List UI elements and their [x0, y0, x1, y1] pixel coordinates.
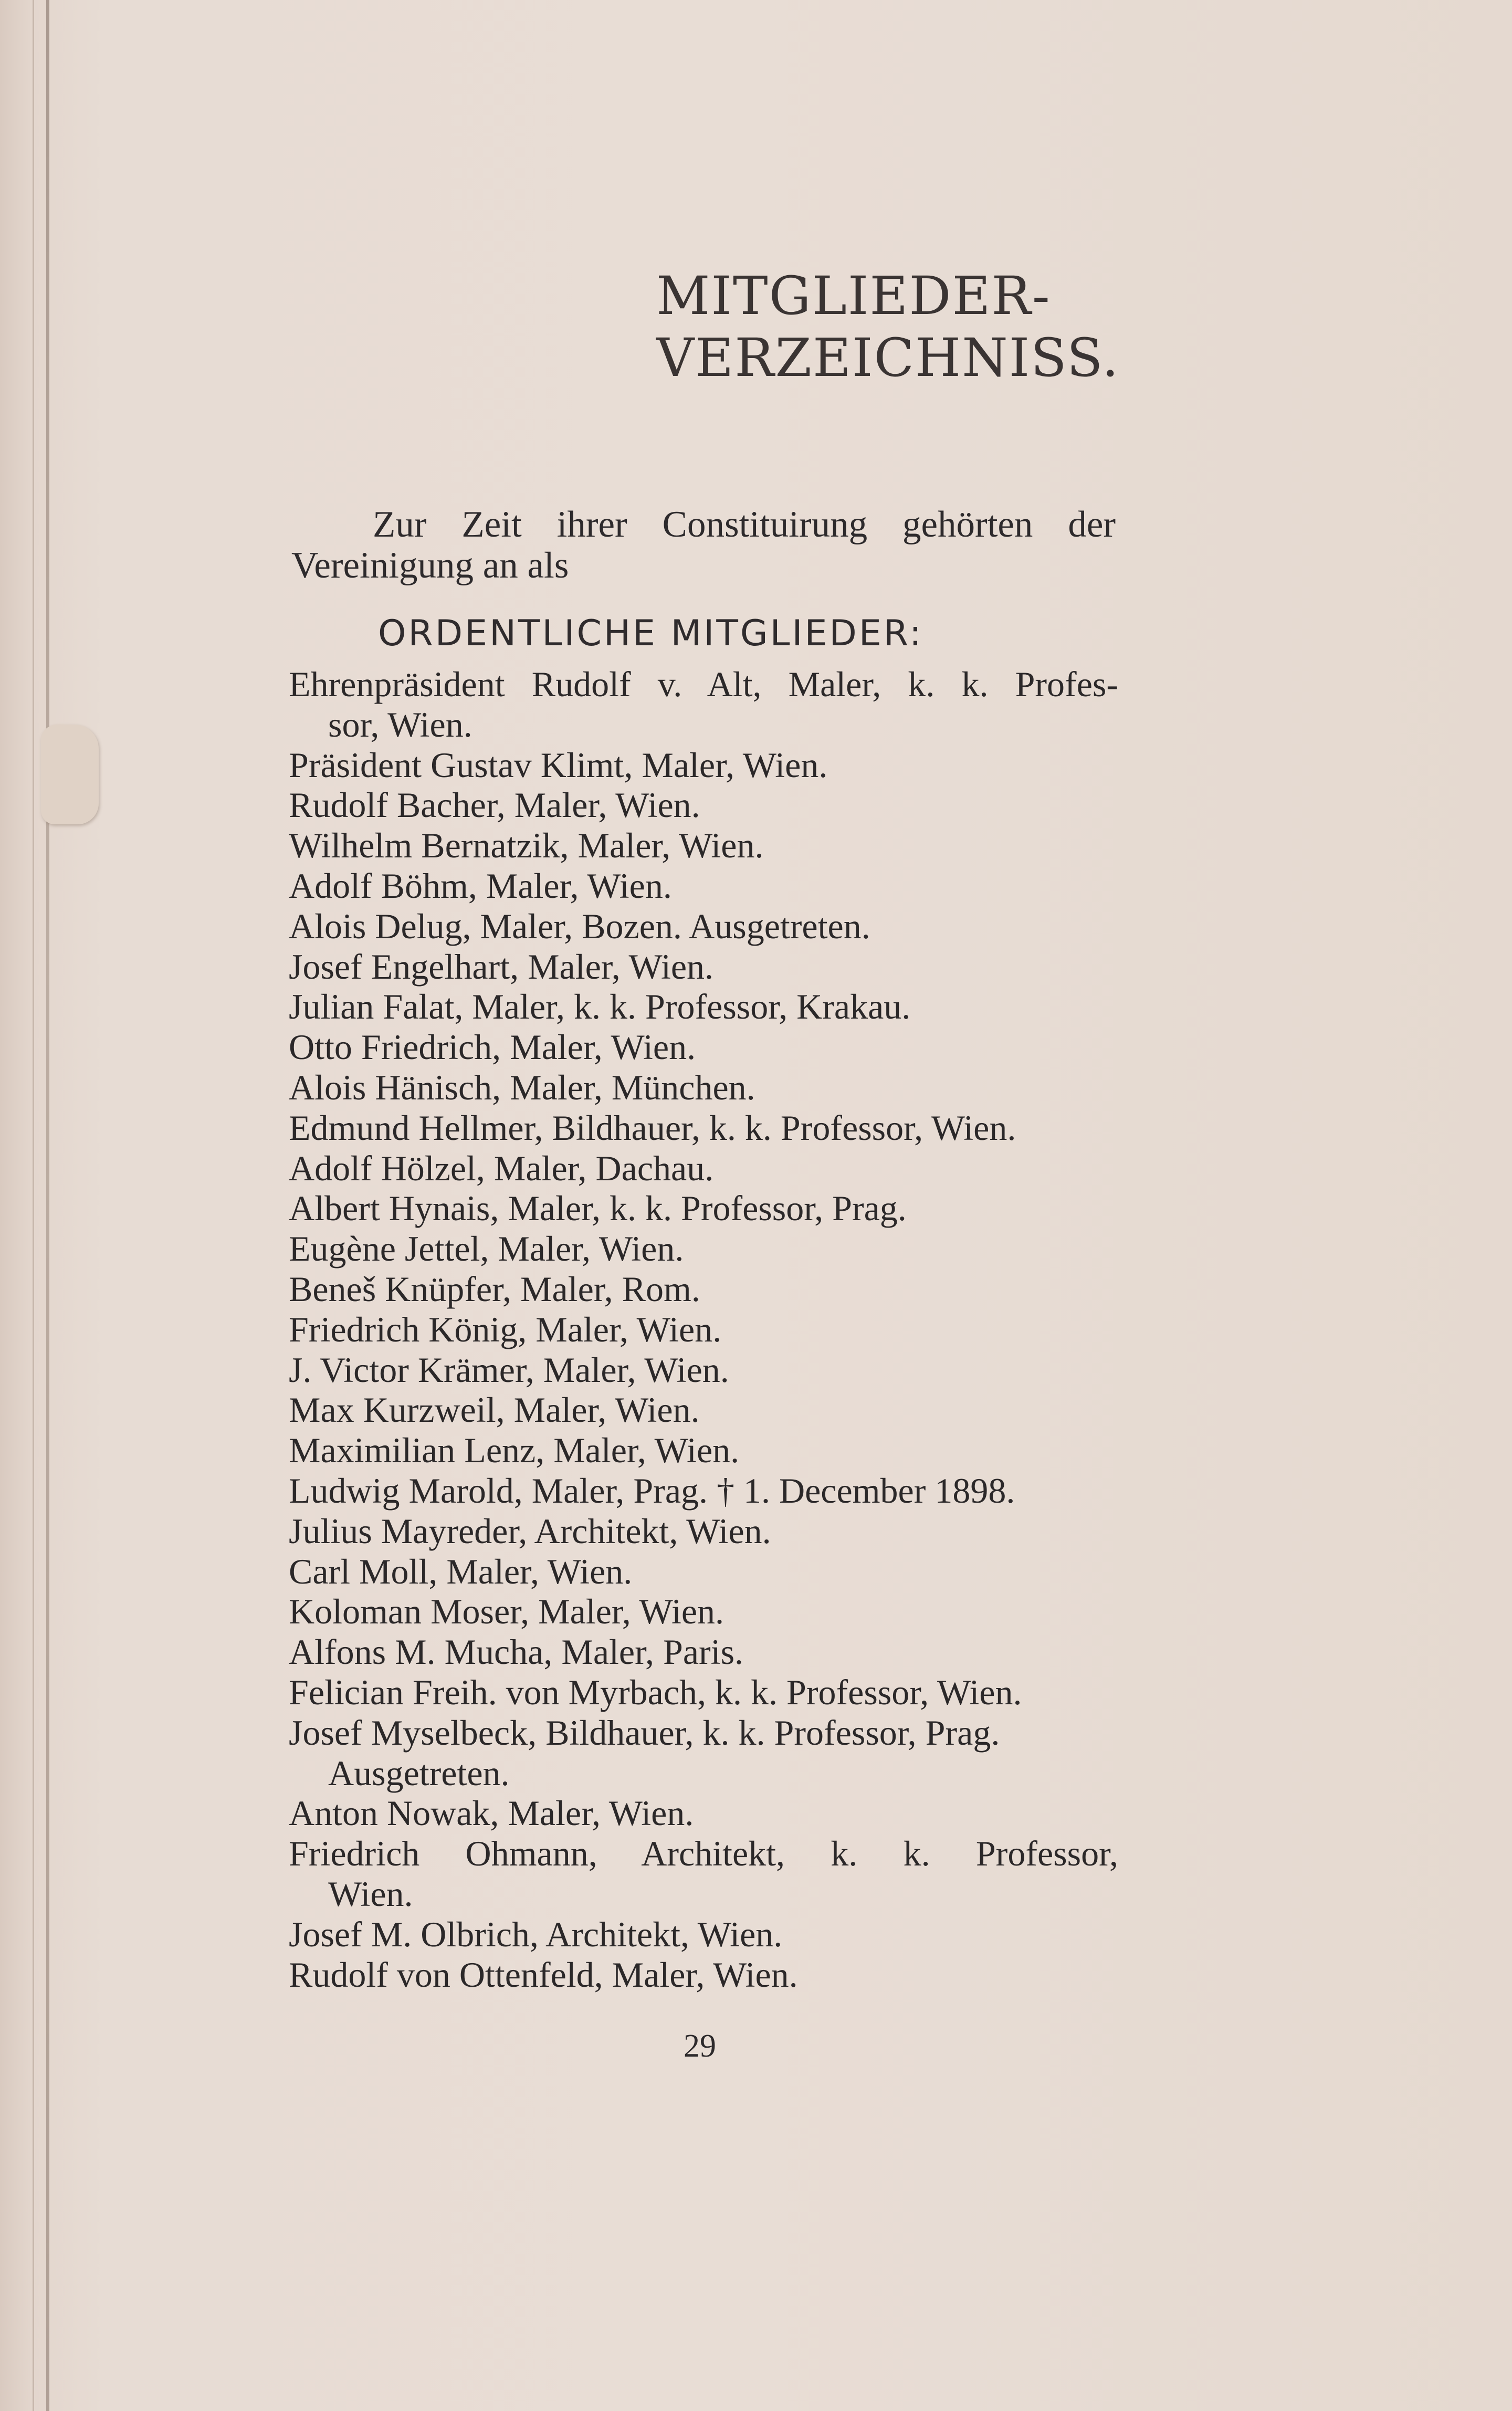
member-line: Friedrich König, Maler, Wien. — [289, 1309, 722, 1349]
member-line: Maximilian Lenz, Maler, Wien. — [289, 1430, 740, 1471]
intro-paragraph — [291, 504, 1116, 586]
intro-line-2: Vereinigung an als — [291, 545, 569, 586]
title-line-2: VERZEICHNISS. — [656, 327, 1120, 389]
member-line: Ludwig Marold, Maler, Prag. † 1. December 1898. — [289, 1470, 1015, 1511]
member-line: Alois Hänisch, Maler, München. — [289, 1067, 755, 1107]
section-heading: ORDENTLICHE MITGLIEDER: — [378, 613, 923, 654]
member-line: Eugène Jettel, Maler, Wien. — [289, 1229, 684, 1269]
member-line: Josef M. Olbrich, Architekt, Wien. — [289, 1914, 783, 1954]
member-line: Julius Mayreder, Architekt, Wien. — [289, 1511, 771, 1551]
member-line-continuation: Wien. — [328, 1873, 413, 1914]
member-line: J. Victor Krämer, Maler, Wien. — [289, 1349, 729, 1390]
page-title — [656, 265, 1234, 389]
member-line-continuation: sor, Wien. — [328, 704, 472, 745]
member-line: Max Kurzweil, Maler, Wien. — [289, 1390, 700, 1430]
member-line: Edmund Hellmer, Bildhauer, k. k. Professor, Wien. — [289, 1107, 1016, 1148]
member-line: Wilhelm Bernatzik, Maler, Wien. — [289, 825, 764, 866]
member-line: Rudolf von Ottenfeld, Maler, Wien. — [289, 1954, 798, 1995]
member-line: Josef Engelhart, Maler, Wien. — [289, 946, 714, 987]
member-line: Anton Nowak, Maler, Wien. — [289, 1793, 694, 1833]
paper-tab — [41, 725, 99, 824]
member-line: Präsident Gustav Klimt, Maler, Wien. — [289, 745, 828, 785]
member-line: Alois Delug, Maler, Bozen. Ausgetreten. — [289, 906, 870, 946]
page-edge-line — [33, 0, 34, 2411]
member-line: Josef Myselbeck, Bildhauer, k. k. Professor, Prag. — [289, 1712, 1000, 1753]
member-line: Ehrenpräsident Rudolf v. Alt, Maler, k. k. Profes- — [289, 664, 1118, 704]
member-line: Alfons M. Mucha, Maler, Paris. — [289, 1632, 744, 1672]
page-number: 29 — [684, 2028, 716, 2064]
binding-edge — [46, 0, 49, 2411]
title-line-1: MITGLIEDER- — [656, 265, 1051, 327]
member-line: Albert Hynais, Maler, k. k. Professor, Prag. — [289, 1188, 907, 1229]
member-line: Otto Friedrich, Maler, Wien. — [289, 1027, 696, 1067]
member-line: Friedrich Ohmann, Architekt, k. k. Professor, — [289, 1833, 1118, 1874]
member-line: Carl Moll, Maler, Wien. — [289, 1551, 633, 1591]
member-line: Julian Falat, Maler, k. k. Professor, Krakau. — [289, 987, 911, 1027]
member-line: Beneš Knüpfer, Maler, Rom. — [289, 1269, 700, 1309]
member-line: Rudolf Bacher, Maler, Wien. — [289, 785, 700, 825]
member-line: Felician Freih. von Myrbach, k. k. Professor, Wien. — [289, 1672, 1022, 1712]
member-line-continuation: Ausgetreten. — [328, 1753, 510, 1793]
member-line: Adolf Hölzel, Maler, Dachau. — [289, 1148, 714, 1188]
member-line: Adolf Böhm, Maler, Wien. — [289, 865, 672, 906]
intro-line-1: Zur Zeit ihrer Constituirung gehörten der — [373, 504, 1116, 545]
member-list — [289, 664, 1118, 1995]
member-line: Koloman Moser, Maler, Wien. — [289, 1591, 724, 1632]
